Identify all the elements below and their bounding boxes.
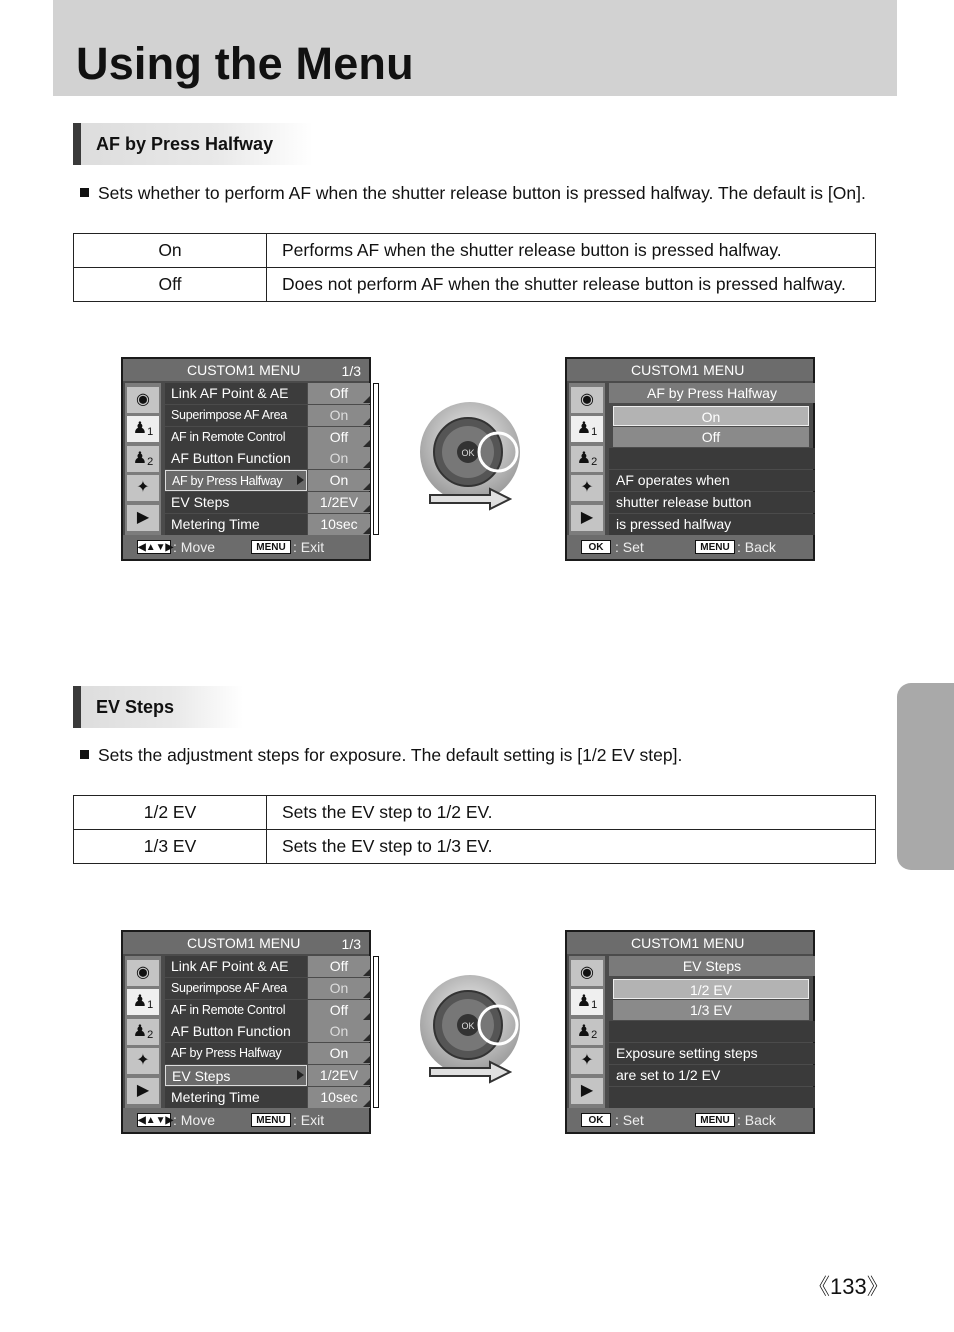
page-number: 《133》 bbox=[808, 1274, 889, 1299]
menu-item[interactable]: Link AF Point & AE Off bbox=[165, 956, 371, 977]
camera-menu-screen bbox=[121, 357, 371, 561]
ok-button-icon: OK bbox=[581, 1113, 611, 1127]
blank-row bbox=[609, 1087, 815, 1108]
bullet-text bbox=[80, 183, 866, 204]
description-line: AF operates when bbox=[609, 470, 815, 491]
option-off[interactable]: Off bbox=[613, 427, 809, 447]
menu-item[interactable]: Metering Time 10sec bbox=[165, 514, 371, 535]
menu-button-icon: MENU bbox=[251, 1113, 291, 1127]
heading-bar bbox=[73, 686, 81, 728]
wrench-icon[interactable]: ✦ bbox=[571, 1048, 603, 1074]
menu-item[interactable]: AF by Press Halfway On bbox=[165, 1043, 371, 1064]
side-tab bbox=[897, 683, 954, 870]
play-icon[interactable]: ▶ bbox=[571, 505, 603, 531]
footer-set-label: : Set bbox=[615, 1112, 644, 1128]
section-heading-af-by-press-halfway bbox=[73, 123, 313, 165]
play-icon[interactable]: ▶ bbox=[127, 1078, 159, 1104]
table-row bbox=[74, 234, 876, 268]
page-title: Using the Menu bbox=[76, 38, 414, 89]
play-icon[interactable]: ▶ bbox=[127, 505, 159, 531]
section-heading-text: AF by Press Halfway bbox=[96, 134, 274, 154]
screen-title-bar bbox=[567, 359, 813, 381]
menu-item[interactable]: EV Steps 1/2EV bbox=[165, 492, 371, 513]
option-on[interactable]: On bbox=[613, 406, 809, 426]
menu-button-icon: MENU bbox=[251, 540, 291, 554]
table-cell-value: Sets the EV step to 1/3 EV. bbox=[267, 830, 876, 864]
menu-item[interactable]: Metering Time 10sec bbox=[165, 1087, 371, 1108]
arrow-right-icon bbox=[428, 487, 512, 511]
screen-title-bar bbox=[123, 932, 369, 954]
custom1-icon[interactable]: $♟_1$ bbox=[127, 416, 159, 442]
chevron-right-icon bbox=[297, 1070, 304, 1080]
menu-item-selected[interactable]: EV Steps 1/2EV bbox=[165, 1065, 371, 1086]
screen-title: CUSTOM1 MENU bbox=[187, 362, 301, 378]
section-heading-text: EV Steps bbox=[96, 697, 175, 717]
camera-submenu-screen bbox=[565, 930, 815, 1134]
table-cell-value: Sets the EV step to 1/2 EV. bbox=[267, 796, 876, 830]
table-row bbox=[74, 268, 876, 302]
footer-set-label: : Set bbox=[615, 539, 644, 555]
menu-item-selected[interactable]: AF by Press Halfway On bbox=[165, 470, 371, 491]
options-table bbox=[73, 795, 876, 864]
menu-item[interactable]: Superimpose AF Area On bbox=[165, 405, 371, 426]
camera-icon[interactable]: ◉ bbox=[127, 960, 159, 986]
table-cell-key: 1/2 EV bbox=[74, 796, 267, 830]
screen-title: CUSTOM1 MENU bbox=[187, 935, 301, 951]
option-third-ev[interactable]: 1/3 EV bbox=[613, 1000, 809, 1020]
screen-footer bbox=[567, 535, 813, 559]
blank-row bbox=[609, 1021, 815, 1042]
menu-item[interactable]: AF Button Function On bbox=[165, 1021, 371, 1042]
description-line: is pressed halfway bbox=[609, 514, 815, 535]
custom2-icon[interactable]: $♟_2$ bbox=[127, 1019, 159, 1045]
option-half-ev[interactable]: 1/2 EV bbox=[613, 979, 809, 999]
custom2-icon[interactable]: $♟_2$ bbox=[127, 446, 159, 472]
submenu-title: EV Steps bbox=[609, 956, 815, 976]
table-cell-value: Does not perform AF when the shutter release button is pressed halfway. bbox=[267, 268, 876, 302]
menu-item[interactable]: Superimpose AF Area On bbox=[165, 978, 371, 999]
page-indicator: 1/3 bbox=[341, 363, 361, 379]
chevron-right-icon bbox=[297, 475, 304, 485]
table-row bbox=[74, 796, 876, 830]
svg-text:OK: OK bbox=[461, 1021, 475, 1031]
description-line: shutter release button bbox=[609, 492, 815, 513]
custom1-icon[interactable]: $♟_1$ bbox=[127, 989, 159, 1015]
screen-title: CUSTOM1 MENU bbox=[631, 362, 745, 378]
description-line: are set to 1/2 EV bbox=[609, 1065, 815, 1086]
camera-icon[interactable]: ◉ bbox=[571, 960, 603, 986]
custom1-icon[interactable]: $♟_1$ bbox=[571, 416, 603, 442]
table-row bbox=[74, 830, 876, 864]
bullet-text-content: Sets whether to perform AF when the shutter release button is pressed halfway. The default is [On]. bbox=[98, 183, 866, 203]
submenu-title: AF by Press Halfway bbox=[609, 383, 815, 403]
scrollbar[interactable] bbox=[373, 383, 379, 535]
bullet-text bbox=[80, 745, 682, 766]
menu-item[interactable]: AF in Remote Control Off bbox=[165, 1000, 371, 1021]
custom1-icon[interactable]: $♟_1$ bbox=[571, 989, 603, 1015]
screen-title-bar bbox=[567, 932, 813, 954]
table-cell-value: Performs AF when the shutter release button is pressed halfway. bbox=[267, 234, 876, 268]
description-line: Exposure setting steps bbox=[609, 1043, 815, 1064]
footer-back-label: : Back bbox=[737, 539, 776, 555]
footer-exit-label: : Exit bbox=[293, 1112, 325, 1128]
screen-footer bbox=[123, 1108, 369, 1132]
footer-move-label: : Move bbox=[173, 1112, 216, 1128]
table-cell-key: 1/3 EV bbox=[74, 830, 267, 864]
camera-icon[interactable]: ◉ bbox=[571, 387, 603, 413]
options-table bbox=[73, 233, 876, 302]
menu-button-icon: MENU bbox=[695, 540, 735, 554]
screen-footer bbox=[123, 535, 369, 559]
custom2-icon[interactable]: $♟_2$ bbox=[571, 1019, 603, 1045]
menu-item[interactable]: AF in Remote Control Off bbox=[165, 427, 371, 448]
screen-title: CUSTOM1 MENU bbox=[631, 935, 745, 951]
four-way-icon: ◀▲▼▶ bbox=[138, 1115, 174, 1126]
bullet-text-content: Sets the adjustment steps for exposure. The default setting is [1/2 EV step]. bbox=[98, 745, 683, 765]
section-heading-ev-steps bbox=[73, 686, 243, 728]
bullet-square-icon bbox=[80, 750, 89, 759]
svg-text:OK: OK bbox=[461, 448, 475, 458]
wrench-icon[interactable]: ✦ bbox=[127, 1048, 159, 1074]
bullet-square-icon bbox=[80, 188, 89, 197]
footer-back-label: : Back bbox=[737, 1112, 776, 1128]
four-way-icon: ◀▲▼▶ bbox=[138, 542, 174, 553]
camera-icon[interactable]: ◉ bbox=[127, 387, 159, 413]
page-indicator: 1/3 bbox=[341, 936, 361, 952]
screen-footer bbox=[567, 1108, 813, 1132]
screen-title-bar bbox=[123, 359, 369, 381]
camera-menu-screen bbox=[121, 930, 371, 1134]
play-icon[interactable]: ▶ bbox=[571, 1078, 603, 1104]
wrench-icon[interactable]: ✦ bbox=[127, 475, 159, 501]
table-cell-key: Off bbox=[74, 268, 267, 302]
menu-item[interactable]: Link AF Point & AE Off bbox=[165, 383, 371, 404]
table-cell-key: On bbox=[74, 234, 267, 268]
blank-row bbox=[609, 448, 815, 469]
menu-button-icon: MENU bbox=[695, 1113, 735, 1127]
custom2-icon[interactable]: $♟_2$ bbox=[571, 446, 603, 472]
menu-tab-column bbox=[125, 383, 161, 535]
menu-tab-column bbox=[125, 956, 161, 1108]
ok-button-icon: OK bbox=[581, 540, 611, 554]
menu-tab-column bbox=[569, 956, 605, 1108]
footer-move-label: : Move bbox=[173, 539, 216, 555]
menu-item[interactable]: AF Button Function On bbox=[165, 448, 371, 469]
scrollbar[interactable] bbox=[373, 956, 379, 1108]
menu-tab-column bbox=[569, 383, 605, 535]
footer-exit-label: : Exit bbox=[293, 539, 325, 555]
heading-bar bbox=[73, 123, 81, 165]
arrow-right-icon bbox=[428, 1060, 512, 1084]
wrench-icon[interactable]: ✦ bbox=[571, 475, 603, 501]
camera-submenu-screen bbox=[565, 357, 815, 561]
